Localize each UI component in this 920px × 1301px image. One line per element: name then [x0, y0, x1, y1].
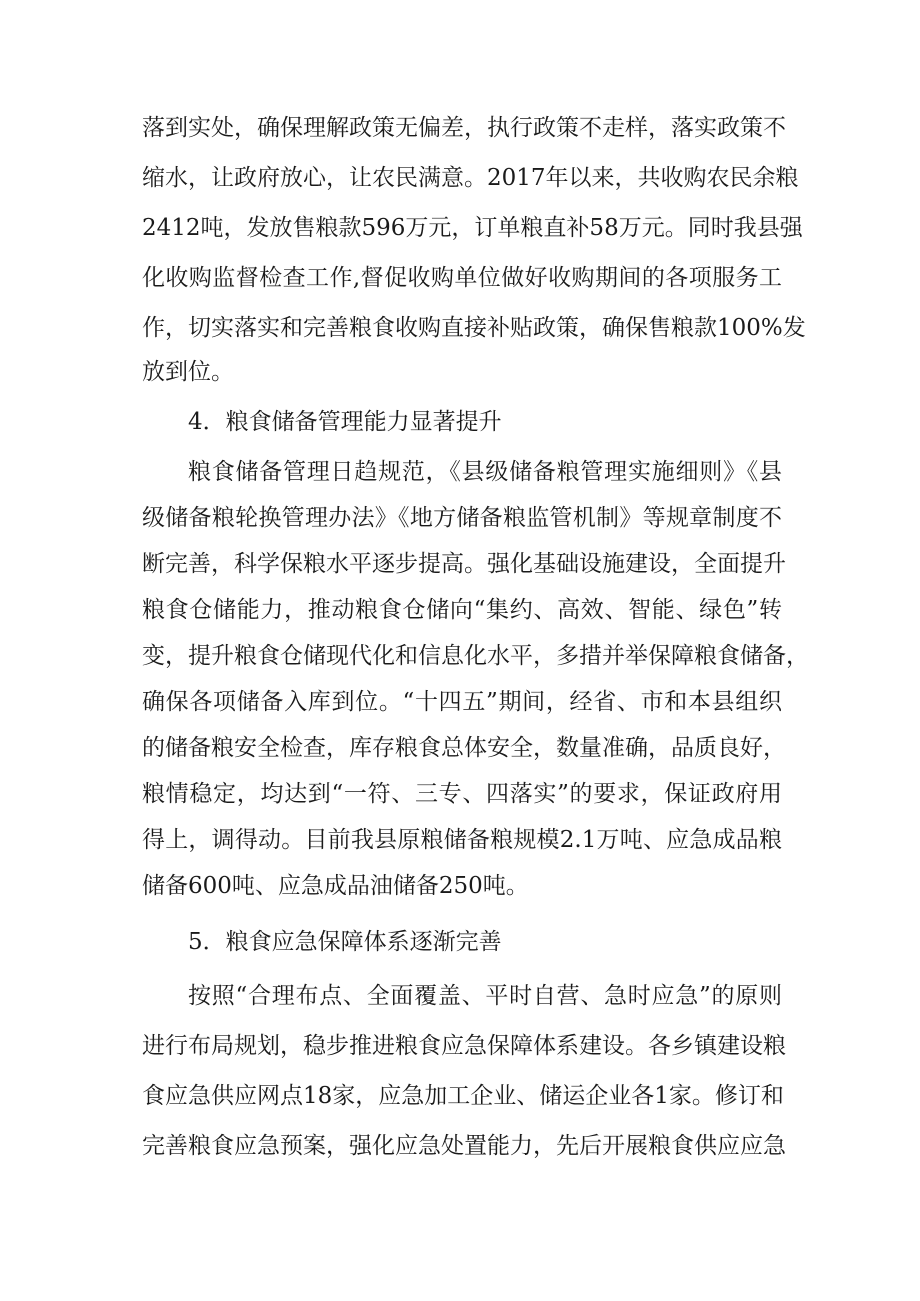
paragraph-line: 的储备粮安全检查，库存粮食总体安全，数量准确，品质良好，	[142, 735, 786, 761]
section-heading-5: 5．粮食应急保障体系逐渐完善	[188, 929, 502, 955]
paragraph-line: 储备600吨、应急成品油储备250吨。	[142, 873, 529, 899]
paragraph-line: 食应急供应网点18家，应急加工企业、储运企业各1家。修订和	[142, 1083, 784, 1109]
paragraph-line: 得上，调得动。目前我县原粮储备粮规模2.1万吨、应急成品粮	[142, 827, 782, 853]
paragraph-line: 进行布局规划，稳步推进粮食应急保障体系建设。各乡镇建设粮	[142, 1033, 786, 1059]
paragraph-line: 放到位。	[142, 359, 234, 385]
paragraph-line: 确保各项储备入库到位。“十四五”期间，经省、市和本县组织	[142, 689, 782, 715]
paragraph-line: 完善粮食应急预案，强化应急处置能力，先后开展粮食供应应急	[142, 1133, 786, 1159]
paragraph-line: 2412吨，发放售粮款596万元，订单粮直补58万元。同时我县强	[142, 215, 803, 241]
paragraph-line: 粮食储备管理日趋规范，《县级储备粮管理实施细则》《县	[188, 459, 782, 485]
paragraph-line: 粮食仓储能力，推动粮食仓储向“集约、高效、智能、绿色”转	[142, 597, 782, 623]
paragraph-line: 按照“合理布点、全面覆盖、平时自营、急时应急”的原则	[188, 983, 782, 1009]
paragraph-line: 作，切实落实和完善粮食收购直接补贴政策，确保售粮款100%发	[142, 315, 806, 341]
paragraph-line: 级储备粮轮换管理办法》《地方储备粮监管机制》等规章制度不	[142, 505, 782, 531]
paragraph-line: 落到实处，确保理解政策无偏差，执行政策不走样，落实政策不	[142, 115, 786, 141]
paragraph-line: 缩水，让政府放心，让农民满意。2017年以来，共收购农民余粮	[142, 165, 799, 191]
paragraph-line: 变，提升粮食仓储现代化和信息化水平，多措并举保障粮食储备，	[142, 643, 809, 669]
paragraph-line: 化收购监督检查工作,督促收购单位做好收购期间的各项服务工	[142, 265, 782, 291]
section-heading-4: 4．粮食储备管理能力显著提升	[188, 409, 502, 435]
paragraph-line: 粮情稳定，均达到“一符、三专、四落实”的要求，保证政府用	[142, 781, 782, 807]
paragraph-line: 断完善，科学保粮水平逐步提高。强化基础设施建设，全面提升	[142, 551, 786, 577]
